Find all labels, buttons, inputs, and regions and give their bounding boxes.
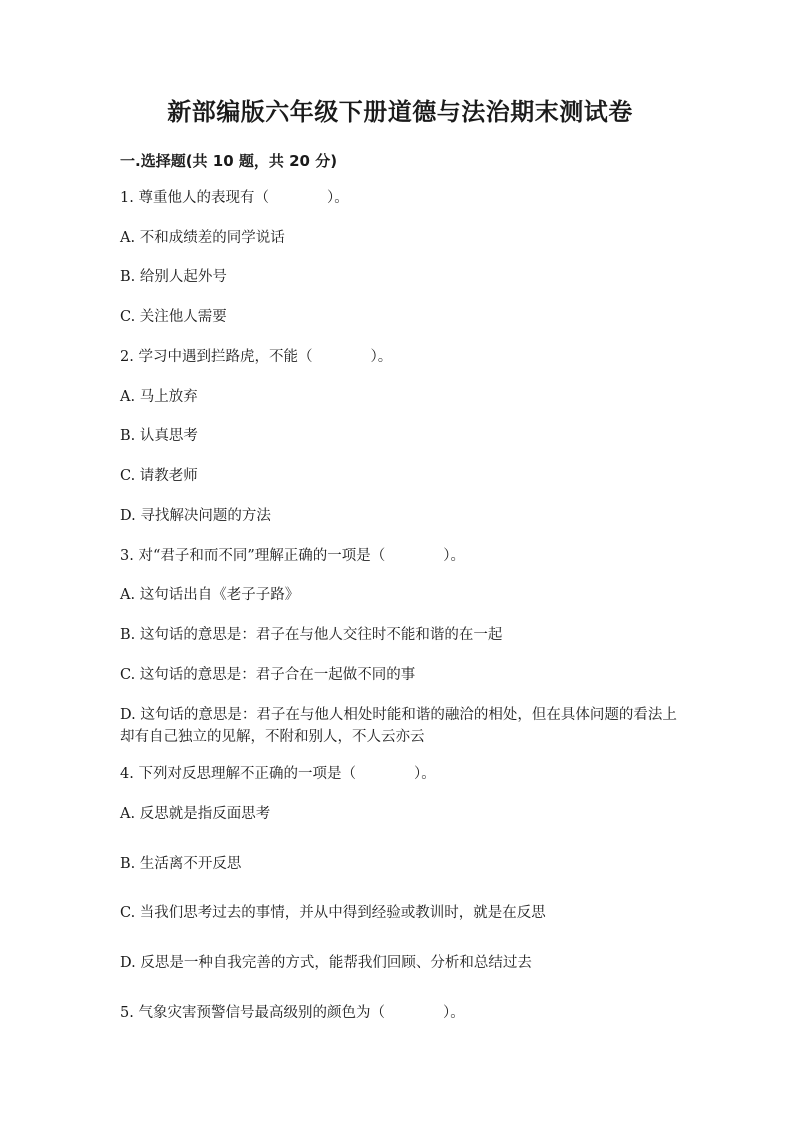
question-4-option-b[interactable]: B. 生活离不开反思	[120, 856, 242, 872]
question-1-option-c[interactable]: C. 关注他人需要	[120, 309, 227, 325]
question-3-option-d[interactable]: D. 这句话的意思是：君子在与他人相处时能和谐的融洽的相处，但在具体问题的看法上却有自己独立的见解，不附和别人，不人云亦云	[120, 707, 677, 745]
question-4-stem: 4. 下列对反思理解不正确的一项是（ ）。	[120, 766, 436, 782]
question-3-option-c[interactable]: C. 这句话的意思是：君子合在一起做不同的事	[120, 667, 416, 683]
question-4-option-d[interactable]: D. 反思是一种自我完善的方式，能帮我们回顾、分析和总结过去	[120, 955, 532, 971]
question-2-stem: 2. 学习中遇到拦路虎，不能（ ）。	[120, 349, 393, 365]
section-heading: 一.选择题(共 10 题，共 20 分)	[120, 152, 338, 170]
question-3-option-b[interactable]: B. 这句话的意思是：君子在与他人交往时不能和谐的在一起	[120, 627, 503, 643]
question-2-option-d[interactable]: D. 寻找解决问题的方法	[120, 508, 271, 524]
question-2-option-b[interactable]: B. 认真思考	[120, 428, 198, 444]
question-3-option-a[interactable]: A. 这句话出自《老子子路》	[120, 587, 300, 603]
page-title: 新部编版六年级下册道德与法治期末测试卷	[167, 97, 633, 126]
question-5-stem: 5. 气象灾害预警信号最高级别的颜色为（ ）。	[120, 1005, 465, 1021]
question-2-option-c[interactable]: C. 请教老师	[120, 468, 198, 484]
question-2-option-a[interactable]: A. 马上放弃	[120, 389, 198, 405]
question-3-stem: 3. 对“君子和而不同”理解正确的一项是（ ）。	[120, 548, 466, 564]
question-1-option-a[interactable]: A. 不和成绩差的同学说话	[120, 230, 285, 246]
question-1-stem: 1. 尊重他人的表现有（ ）。	[120, 190, 349, 206]
question-4-option-a[interactable]: A. 反思就是指反面思考	[120, 806, 271, 822]
question-4-option-c[interactable]: C. 当我们思考过去的事情，并从中得到经验或教训时，就是在反思	[120, 905, 546, 921]
question-1-option-b[interactable]: B. 给别人起外号	[120, 269, 227, 285]
